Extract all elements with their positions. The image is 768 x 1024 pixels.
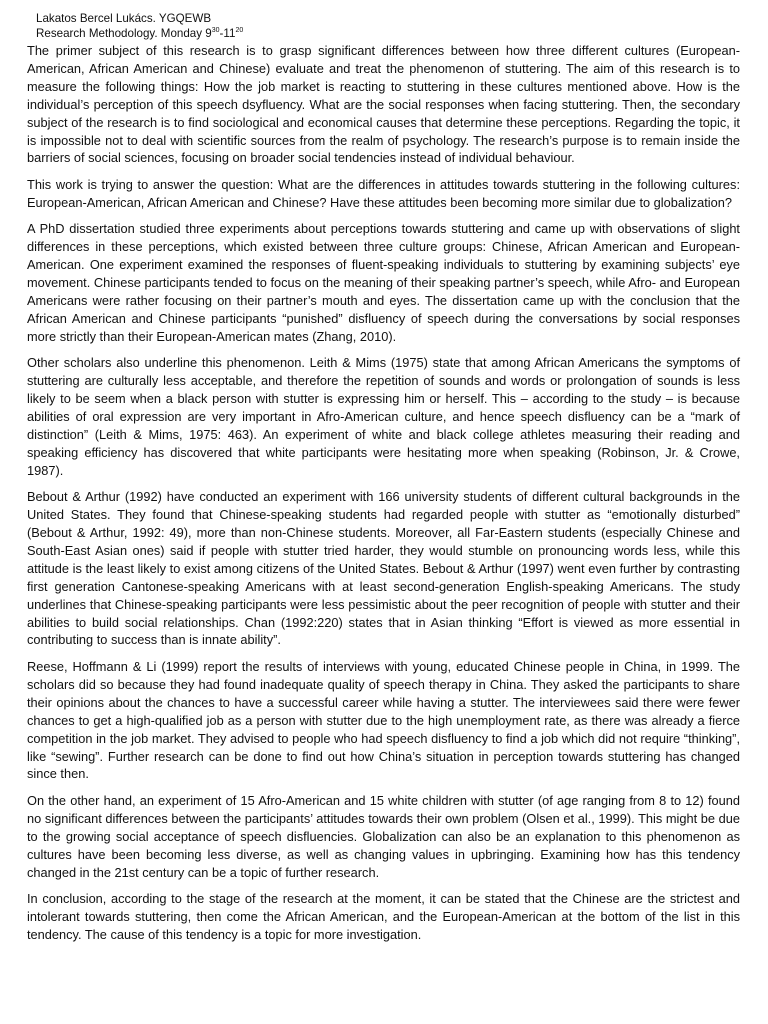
paragraph-research-subject: The primer subject of this research is to grasp significant differences between how three different cultures (European-American, African American and Chinese) evaluate and treat the phenomenon of stuttering. The aim of this research is to measure the following things: How the job market is reacting to stuttering in these cultures mentioned above. How is the individual’s perception of this speech dsyfluency. What are the social responses when facing stuttering. Then, the secondary subject of the research is to find sociological and economical causes that determine these perceptions. Regarding the topic, it is impossible not to deal with scientific sources from the realm of psychology. The research’s purpose is to remain inside the barriers of social sciences, focusing on broader social tendencies instead of individual behaviour. — [27, 43, 740, 166]
paragraph-reese-hoffmann-li: Reese, Hoffmann & Li (1999) report the results of interviews with young, educated Chinese people in China, in 1999. The scholars did so because they had found inadequate quality of speech therapy in China. They asked the participants to share their opinions about the chances to have a successful career while having a stutter. The interviewees said there were fewer chances to get a high-qualified job as a person with stutter due to the high unemployment rate, as there was already a fierce competition in the job market. They advised to people who had speech disfluency to find a job which did not require “thinking”, like “sewing”. Further research can be done to find out how China’s situation in perception towards stuttering has changed since then. — [27, 658, 740, 782]
paragraph-research-question: This work is trying to answer the question: What are the differences in attitudes towards stuttering in the following cultures: European-American, African American and Chinese? Have these attitudes been becoming more similar due to globalization? — [27, 176, 740, 210]
paragraph-phd-dissertation: A PhD dissertation studied three experiments about perceptions towards stuttering and came up with observations of slight differences in these perceptions, which existed between three culture groups: Chinese, African American and European-American. One experiment examined the responses of fluent-speaking individuals to stuttering by examining subjects’ eye movement. Chinese participants tended to focus on the meaning of their speaking partner’s speech, while Afro- and European Americans were rather focusing on their partner’s mouth and eyes. The dissertation came up with the conclusion that the African American and Chinese participants “punished” disfluency of speech during the conversations by social responses more strictly than their European-American mates (Zhang, 2010). — [27, 221, 740, 344]
author-line: Lakatos Bercel Lukács. YGQEWB — [36, 12, 212, 25]
document-body — [27, 42, 740, 944]
paragraph-other-scholars: Other scholars also underline this phenomenon. Leith & Mims (1975) state that among African Americans the symptoms of stuttering are culturally less acceptable, and therefore the repetition of sounds and words or prolongation of sounds is less likely to be seem when a black person with stutter is expressing him or herself. This – according to the study – is because abilities of oral expression are very important in Afro-American culture, and hence speech disfluency can be a “mark of distinction” (Leith & Mims, 1975: 463). An experiment of white and black college athletes measuring their reading and speaking efficiency has discovered that white participants were hesitating more when speaking (Robinson, Jr. & Crowe, 1987). — [27, 355, 740, 478]
end-minutes: 20 — [235, 26, 244, 34]
document-header — [36, 12, 740, 41]
paragraph-children-experiment: On the other hand, an experiment of 15 Afro-American and 15 white children with stutter (of age ranging from 8 to 12) found no significant differences between the participants’ attitudes towards their own problem (Olsen et al., 1999). This might be due to the growing social acceptance of speech disfluencies. Globalization can also be an explanation to this phenomenon as cultures have been becoming less diverse, as well as changing values in upbringing. Examining how has this tendency changed in the 21st century can be a topic of further research. — [27, 792, 740, 880]
paragraph-bebout-arthur: Bebout & Arthur (1992) have conducted an experiment with 166 university students of different cultural backgrounds in the United States. They found that Chinese-speaking students had regarded people with stutter as “emotionally disturbed” (Bebout & Arthur, 1992: 49), more than non-Chinese students. Moreover, all Far-Eastern students (especially Chinese and South-East Asian ones) said if people with stutter tried harder, they would stumble on pronouncing words less, while this attitude is the least likely to exist among citizens of the United States. Bebout & Arthur (1997) went even further by contrasting first generation Cantonese-speaking Americans with at least second-generation English-speaking Americans. The study underlines that Chinese-speaking participants were less pessimistic about the peer recognition of people with stutter and their abilities to build social relationships. Chan (1992:220) states that in Asian thinking “Effort is viewed as more essential in contributing to success than is innate ability”. — [27, 489, 740, 648]
document-page — [27, 12, 740, 952]
start-minutes: 30 — [211, 26, 220, 34]
paragraph-conclusion: In conclusion, according to the stage of the research at the moment, it can be stated that the Chinese are the strictest and intolerant towards stuttering, then come the African American, and the European-American at the bottom of the list in this tendency. The cause of this tendency is a topic for more investigation. — [27, 891, 740, 942]
course-line — [36, 27, 740, 42]
time-separator: -11 — [219, 26, 236, 40]
course-text: Research Methodology. Monday 9 — [36, 26, 212, 40]
